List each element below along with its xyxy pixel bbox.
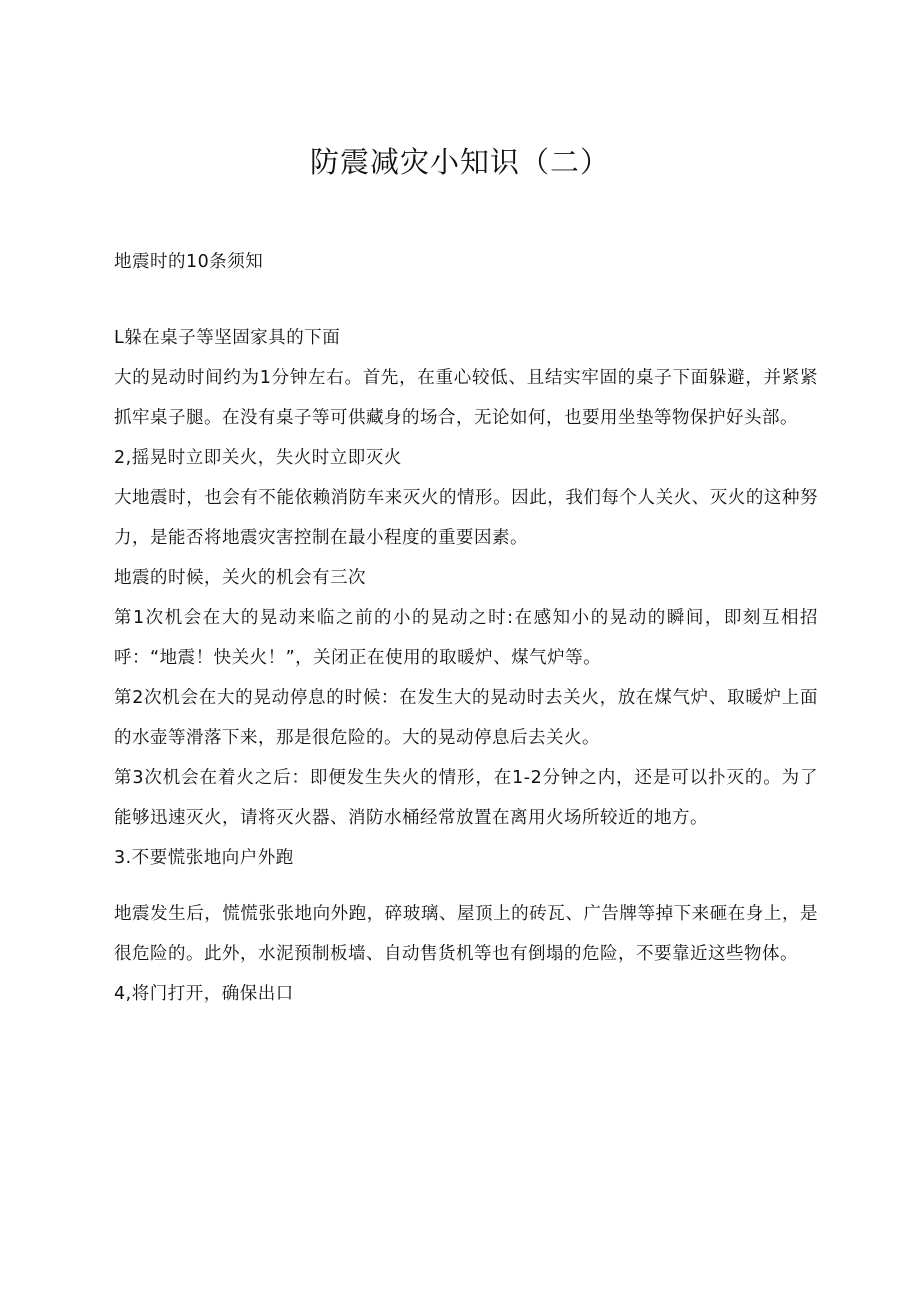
section-heading-3: 3.不要慌张地向户外跑 xyxy=(114,848,294,868)
paragraph: 第3次机会在着火之后：即便发生失火的情形，在1-2分钟之内，还是可以扑灭的。为了能够迅速灭火，请将灭火器、消防水桶经常放置在离用火场所较近的地方。 xyxy=(114,768,818,828)
paragraph: 大地震时，也会有不能依赖消防车来灭火的情形。因此，我们每个人关火、灭火的这种努力，是能否将地震灾害控制在最小程度的重要因素。 xyxy=(114,488,818,548)
section-heading-1: L躲在桌子等坚固家具的下面 xyxy=(114,328,341,348)
document-body xyxy=(114,242,818,1014)
section-heading-2: 2,摇晃时立即关火，失火时立即灭火 xyxy=(114,448,402,468)
paragraph: 地震的时候，关火的机会有三次 xyxy=(114,568,366,588)
paragraph: 第2次机会在大的晃动停息的时候：在发生大的晃动时去关火，放在煤气炉、取暖炉上面的水壶等滑落下来，那是很危险的。大的晃动停息后去关火。 xyxy=(114,688,818,748)
paragraph: 大的晃动时间约为1分钟左右。首先，在重心较低、且结实牢固的桌子下面躲避，并紧紧抓牢桌子腿。在没有桌子等可供藏身的场合，无论如何，也要用坐垫等物保护好头部。 xyxy=(114,368,818,428)
paragraph: 地震发生后，慌慌张张地向外跑，碎玻璃、屋顶上的砖瓦、广告牌等掉下来砸在身上，是很危险的。此外，水泥预制板墙、自动售货机等也有倒塌的危险，不要靠近这些物体。 xyxy=(114,904,818,964)
intro-heading: 地震时的10条须知 xyxy=(114,252,264,272)
page-title: 防震减灾小知识（二） xyxy=(309,145,610,179)
paragraph: 第1次机会在大的晃动来临之前的小的晃动之时:在感知小的晃动的瞬间，即刻互相招呼：“地震！快关火！”，关闭正在使用的取暖炉、煤气炉等。 xyxy=(114,608,818,668)
section-heading-4: 4,将门打开，确保出口 xyxy=(114,984,294,1004)
